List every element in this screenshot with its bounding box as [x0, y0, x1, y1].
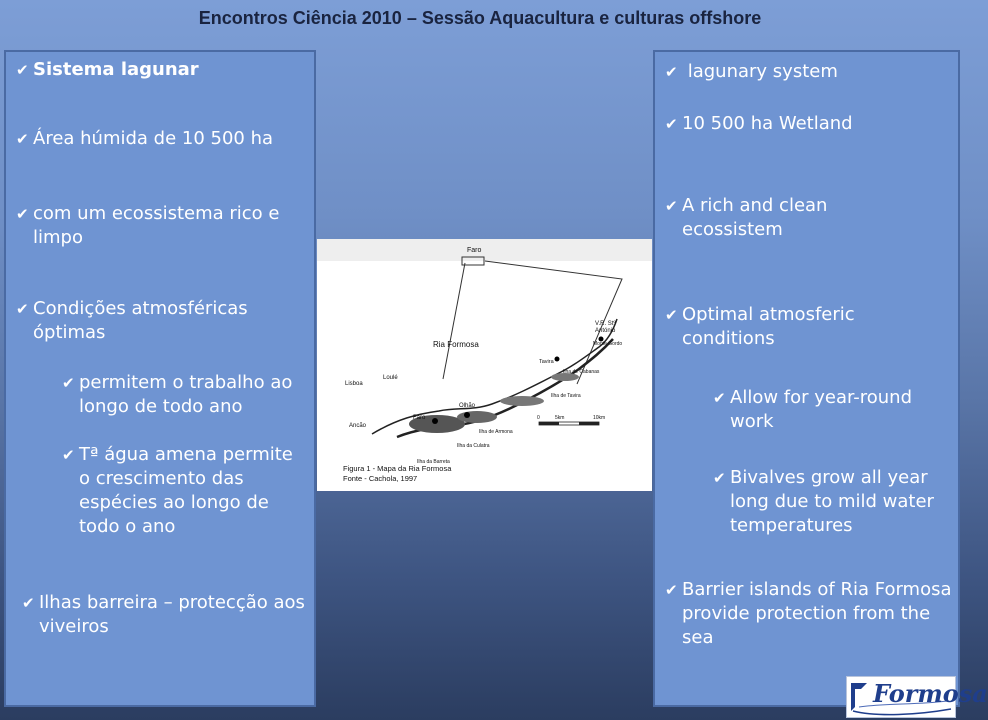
label-ilha-cabanas: Ilha de Cabanas	[563, 369, 600, 375]
logo-text: Formosa	[873, 679, 988, 708]
bullet-text: Bivalves grow all year long due to mild water temperatures	[730, 467, 934, 536]
checkmark-icon: ✔	[22, 594, 35, 612]
sub-bullet-item	[713, 386, 953, 434]
label-ilha-tavira: Ilha de Tavira	[551, 393, 581, 399]
label-ilha-armona: Ilha de Armona	[479, 429, 513, 435]
bullet-text: Tª água amena permite o crescimento das espécies ao longo de todo o ano	[79, 444, 293, 537]
bullet-item	[665, 303, 895, 351]
scale-label-2: 10km	[593, 415, 606, 421]
bullet-item	[16, 202, 296, 250]
bullet-text: Allow for year-round work	[730, 387, 913, 432]
checkmark-icon: ✔	[62, 446, 75, 464]
checkmark-icon: ✔	[16, 61, 29, 79]
checkmark-icon: ✔	[16, 205, 29, 223]
bullet-text: A rich and clean ecossistem	[682, 195, 828, 240]
checkmark-icon: ✔	[665, 115, 678, 133]
checkmark-icon: ✔	[713, 389, 726, 407]
checkmark-icon: ✔	[665, 581, 678, 599]
bullet-text: Optimal atmosferic conditions	[682, 304, 855, 349]
bullet-text: Barrier islands of Ria Formosa provide protection from the sea	[682, 579, 952, 648]
bullet-text: 10 500 ha Wetland	[682, 113, 853, 134]
scale-label-1: 5km	[555, 415, 565, 421]
label-faro: Faro	[413, 415, 426, 421]
label-tavira: Tavira	[539, 359, 554, 365]
checkmark-icon: ✔	[62, 374, 75, 392]
label-vrsa-2: António	[595, 328, 616, 334]
checkmark-icon: ✔	[713, 469, 726, 487]
bullet-text: com um ecossistema rico e limpo	[33, 203, 280, 248]
bullet-text: permitem o trabalho ao longo de todo ano	[79, 372, 293, 417]
scale-label-0: 0	[537, 415, 540, 421]
formosa-logo	[846, 676, 988, 718]
slide-title: Encontros Ciência 2010 – Sessão Aquacultura e culturas offshore	[198, 8, 762, 28]
sub-bullet-item	[713, 466, 953, 538]
checkmark-icon: ✔	[665, 306, 678, 324]
checkmark-icon: ✔	[665, 197, 678, 215]
label-vrsa-1: V.R. Stº	[595, 321, 616, 327]
label-ilha-culatra: Ilha da Culatra	[457, 443, 490, 449]
bullet-text: Sistema lagunar	[33, 59, 199, 80]
left-panel-portuguese	[4, 50, 316, 707]
label-lisboa: Lisboa	[345, 381, 363, 387]
bullet-text: Ilhas barreira – protecção aos viveiros	[39, 592, 305, 637]
map-drawing	[317, 239, 652, 491]
label-faro-top: Faro	[467, 247, 482, 254]
bullet-item	[16, 127, 311, 151]
label-loule: Loulé	[383, 375, 398, 381]
label-ancao: Ancão	[349, 423, 367, 429]
bullet-item	[665, 578, 955, 650]
label-ilha-barreta: Ilha da Barreta	[417, 459, 450, 465]
figure-caption-line2: Fonte - Cachola, 1997	[343, 474, 418, 483]
sub-bullet-item	[62, 371, 307, 419]
ria-formosa-map-figure	[317, 239, 652, 491]
label-olhao: Olhão	[459, 403, 476, 409]
bullet-item	[16, 297, 281, 345]
bullet-item	[665, 112, 950, 136]
label-monte-gordo: Monte Gordo	[593, 341, 623, 347]
checkmark-icon: ✔	[16, 130, 29, 148]
sub-bullet-item	[62, 443, 307, 539]
bullet-item	[665, 60, 950, 84]
bullet-item	[665, 194, 865, 242]
bullet-text: Condições atmosféricas óptimas	[33, 298, 248, 343]
bullet-item	[22, 591, 307, 639]
label-ria-formosa: Ria Formosa	[433, 340, 479, 349]
bullet-text: lagunary system	[682, 61, 838, 82]
checkmark-icon: ✔	[665, 63, 678, 81]
figure-caption-line1: Figura 1 - Mapa da Ria Formosa	[343, 464, 452, 473]
checkmark-icon: ✔	[16, 300, 29, 318]
bullet-item	[16, 58, 306, 82]
bullet-text: Área húmida de 10 500 ha	[33, 128, 274, 149]
right-panel-english	[653, 50, 960, 707]
